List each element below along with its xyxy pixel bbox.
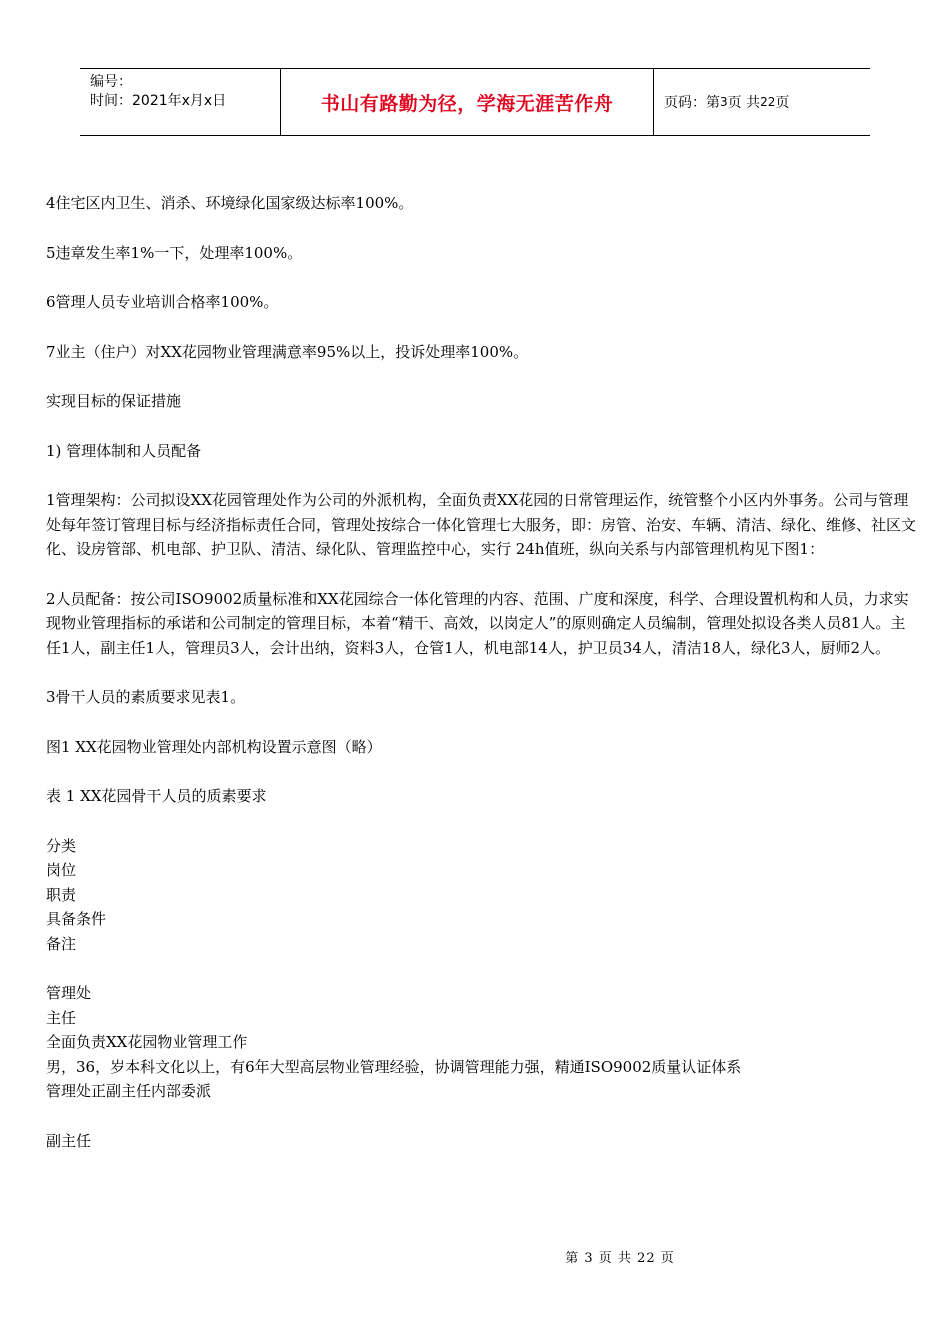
header-motto: 书山有路勤为径，学海无涯苦作舟: [281, 69, 654, 135]
footer-pre: 第: [565, 1251, 580, 1266]
footer-post: 页: [660, 1251, 675, 1266]
section-heading: 实现目标的保证措施: [46, 392, 182, 410]
paragraph: 4住宅区内卫生、消杀、环境绿化国家级达标率100%。: [46, 194, 414, 212]
header-number-label: 编号：: [90, 74, 132, 90]
table-header-cell: 具备条件: [46, 910, 107, 928]
table-header-row: [46, 834, 918, 957]
table-cell: 全面负责XX花园物业管理工作: [46, 1033, 248, 1051]
header-page-end: 页: [775, 95, 790, 111]
page-footer: [0, 1247, 950, 1266]
table-header-cell: 分类: [46, 836, 77, 855]
header-date-label: 时间：2021年x月x日: [90, 93, 227, 109]
header-page-current: 3: [720, 95, 728, 109]
figure-caption: 图1 XX花园物业管理处内部机构设置示意图（略）: [46, 737, 382, 756]
header-page-total: 22: [760, 95, 776, 109]
header-page-mid: 页 共: [727, 95, 761, 111]
paragraph: 7业主（住户）对XX花园物业管理满意率95%以上，投诉处理率100%。: [46, 342, 529, 361]
paragraph: 3骨干人员的素质要求见表1。: [46, 688, 246, 706]
table-cell: 男，36，岁本科文化以上，有6年大型高层物业管理经验，协调管理能力强，精通ISO9002质量认证体系: [46, 1057, 742, 1076]
document-body: [46, 191, 918, 1178]
header-page-label: 页码：第: [664, 95, 720, 111]
header-page-info: [654, 69, 870, 135]
table-header-cell: 备注: [46, 934, 77, 953]
paragraph: 5违章发生率1%一下，处理率100%。: [46, 243, 303, 262]
header-meta: [80, 69, 281, 135]
table-caption: 表 1 XX花园骨干人员的质素要求: [46, 787, 267, 805]
table-cell: 管理处: [46, 984, 92, 1002]
table-row: [46, 981, 918, 1104]
table-header-cell: 岗位: [46, 861, 77, 879]
subsection-heading: 1) 管理体制和人员配备: [46, 441, 202, 460]
table-cell: 副主任: [46, 1131, 92, 1150]
table-header-cell: 职责: [46, 885, 77, 904]
table-cell: 主任: [46, 1008, 77, 1027]
paragraph: 2人员配备：按公司ISO9002质量标准和XX花园综合一体化管理的内容、范围、广度和深度，科学、合理设置机构和人员，力求实现物业管理指标的承诺和公司制定的管理目标，本着“精干、高效，以岗定人”的原则确定人员编制，管理处拟设各类人员81人。主任1人，副主任1人，管理员3人，会计出纳，资料3人，仓管1人，机电部14人，护卫员34人，清洁18人，绿化3人，厨师2人。: [46, 589, 909, 657]
table-row: [46, 1129, 918, 1154]
table-cell: 管理处正副主任内部委派: [46, 1082, 212, 1100]
footer-mid: 页 共: [598, 1251, 632, 1266]
paragraph: 6管理人员专业培训合格率100%。: [46, 293, 279, 311]
paragraph: 1管理架构：公司拟设XX花园管理处作为公司的外派机构，全面负责XX花园的日常管理运作，统管整个小区内外事务。公司与管理处每年签订管理目标与经济指标责任合同，管理处按综合一体化管理七大服务，即：房管、治安、车辆、清洁、绿化、维修、社区文化、设房管部、机电部、护卫队、清洁、绿化队、管理监控中心，实行 24h值班，纵向关系与内部管理机构见下图1：: [46, 491, 917, 558]
footer-page-current: 3: [584, 1251, 594, 1266]
page-header: [80, 68, 870, 136]
footer-page-total: 22: [637, 1251, 656, 1266]
